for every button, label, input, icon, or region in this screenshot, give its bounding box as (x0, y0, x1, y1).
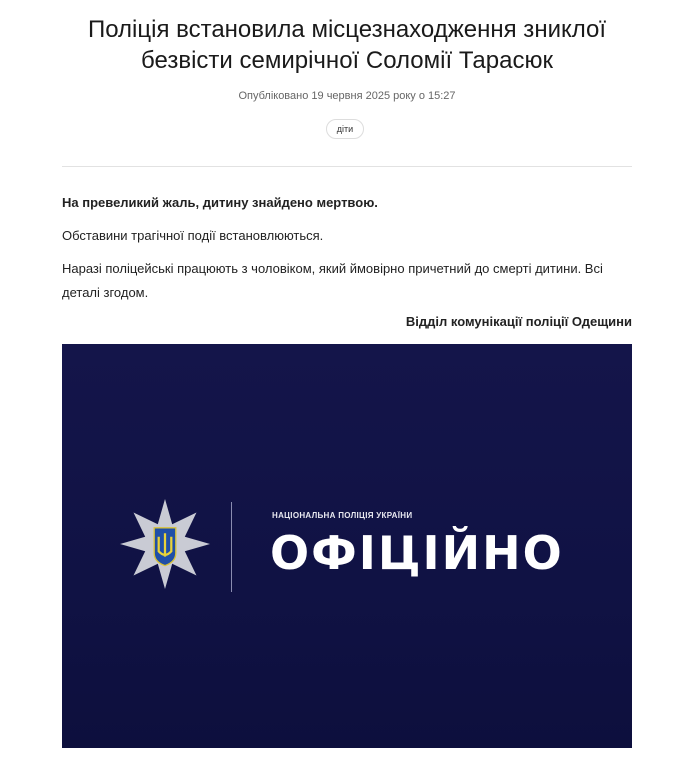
published-date: Опубліковано 19 червня 2025 року о 15:27 (238, 90, 456, 102)
police-star-icon (120, 499, 210, 589)
paragraph-lead: На превеликий жаль, дитину знайдено мертвою. (62, 195, 378, 210)
official-banner-image (62, 344, 632, 748)
divider (62, 166, 632, 167)
banner-headline: ОФІЦІЙНО (270, 526, 564, 580)
signature: Відділ комунікації поліції Одещини (405, 314, 632, 329)
article-title: Поліція встановила місцезнаходження зниклої безвісти семирічної Соломії Тарасюк (87, 16, 607, 74)
divider-line (231, 502, 232, 592)
paragraph: Наразі поліцейські працюють з чоловіком, який ймовірно причетний до смерті дитини. Всі деталі згодом. (62, 261, 603, 300)
tag-children[interactable]: діти (326, 119, 364, 139)
paragraph: Обставини трагічної події встановлюються. (62, 228, 324, 243)
banner-subtitle: НАЦІОНАЛЬНА ПОЛІЦІЯ УКРАЇНИ (272, 511, 413, 520)
